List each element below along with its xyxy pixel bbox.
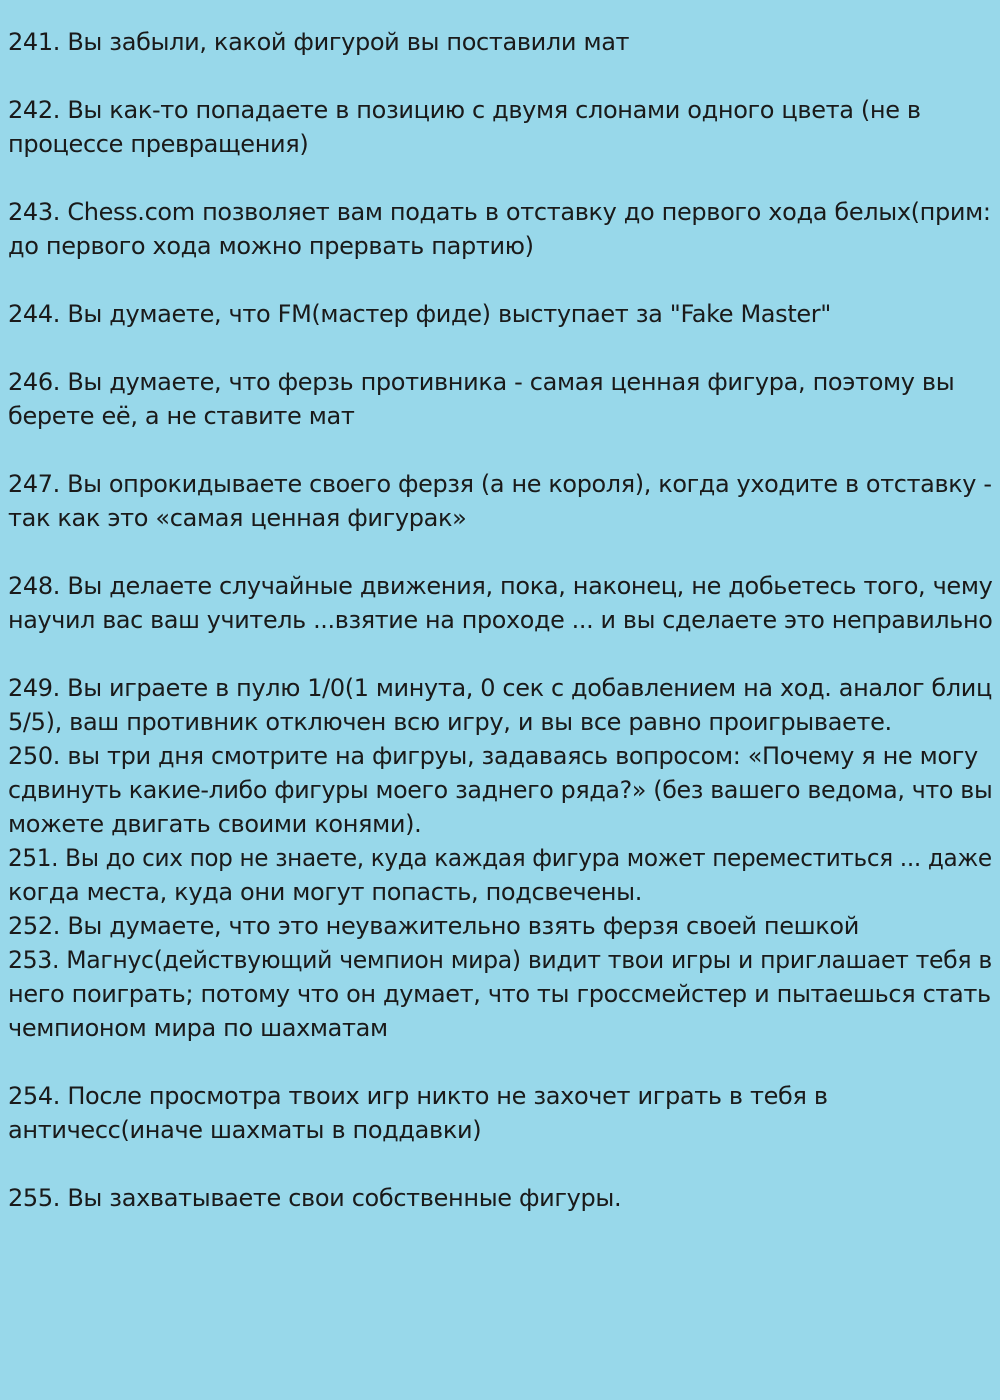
text-line: 242. Вы как-то попадаете в позицию с двумя слонами одного цвета (не в — [8, 96, 921, 124]
text-line: 250. вы три дня смотрите на фигруы, задаваясь вопросом: «Почему я не могу — [8, 742, 978, 770]
paragraph-gap — [8, 331, 992, 365]
text-line: античесс(иначе шахматы в поддавки) — [8, 1116, 482, 1144]
text-line: берете её, а не ставите мат — [8, 402, 355, 430]
paragraph-gap — [8, 1147, 992, 1181]
text-line: 252. Вы думаете, что это неуважительно взять ферзя своей пешкой — [8, 912, 859, 940]
list-item — [8, 739, 992, 841]
text-line: 241. Вы забыли, какой фигурой вы поставили мат — [8, 28, 630, 56]
list-item — [8, 93, 992, 161]
text-line: 5/5), ваш противник отключен всю игру, и вы все равно проигрываете. — [8, 708, 892, 736]
text-line: когда места, куда они могут попасть, подсвечены. — [8, 878, 643, 906]
list-item — [8, 909, 992, 943]
text-line: 243. Chess.com позволяет вам подать в отставку до первого хода белых(прим: — [8, 198, 991, 226]
list-item — [8, 195, 992, 263]
list-item — [8, 943, 992, 1045]
text-line: 249. Вы играете в пулю 1/0(1 минута, 0 сек с добавлением на ход. аналог блиц — [8, 674, 992, 702]
paragraph-gap — [8, 535, 992, 569]
text-line: сдвинуть какие-либо фигуры моего заднего ряда?» (без вашего ведома, что вы — [8, 776, 993, 804]
list-item — [8, 671, 992, 739]
text-line: 253. Магнус(действующий чемпион мира) видит твои игры и приглашает тебя в — [8, 946, 992, 974]
text-line: чемпионом мира по шахматам — [8, 1014, 388, 1042]
text-line: 255. Вы захватываете свои собственные фигуры. — [8, 1184, 622, 1212]
list-item — [8, 467, 992, 535]
text-line: 247. Вы опрокидываете своего ферзя (а не короля), когда уходите в отставку - — [8, 470, 992, 498]
list-item — [8, 1079, 992, 1147]
document-body — [8, 25, 992, 1215]
list-item — [8, 1181, 992, 1215]
paragraph-gap — [8, 59, 992, 93]
list-item — [8, 297, 992, 331]
list-item — [8, 25, 992, 59]
paragraph-gap — [8, 1045, 992, 1079]
text-line: так как это «самая ценная фигурак» — [8, 504, 467, 532]
text-line: до первого хода можно прервать партию) — [8, 232, 534, 260]
text-line: процессе превращения) — [8, 130, 309, 158]
paragraph-gap — [8, 637, 992, 671]
text-line: 251. Вы до сих пор не знаете, куда каждая фигура может переместиться ... даже — [8, 844, 992, 872]
text-line: 244. Вы думаете, что FM(мастер фиде) выступает за "Fake Master" — [8, 300, 832, 328]
paragraph-gap — [8, 263, 992, 297]
text-line: можете двигать своими конями). — [8, 810, 422, 838]
list-item — [8, 841, 992, 909]
list-item — [8, 569, 992, 637]
list-item — [8, 365, 992, 433]
text-line: научил вас ваш учитель ...взятие на проходе ... и вы сделаете это неправильно — [8, 606, 993, 634]
text-line: него поиграть; потому что он думает, что ты гроссмейстер и пытаешься стать — [8, 980, 991, 1008]
text-line: 246. Вы думаете, что ферзь противника - самая ценная фигура, поэтому вы — [8, 368, 955, 396]
text-line: 248. Вы делаете случайные движения, пока, наконец, не добьетесь того, чему — [8, 572, 993, 600]
text-line: 254. После просмотра твоих игр никто не захочет играть в тебя в — [8, 1082, 828, 1110]
paragraph-gap — [8, 161, 992, 195]
paragraph-gap — [8, 433, 992, 467]
